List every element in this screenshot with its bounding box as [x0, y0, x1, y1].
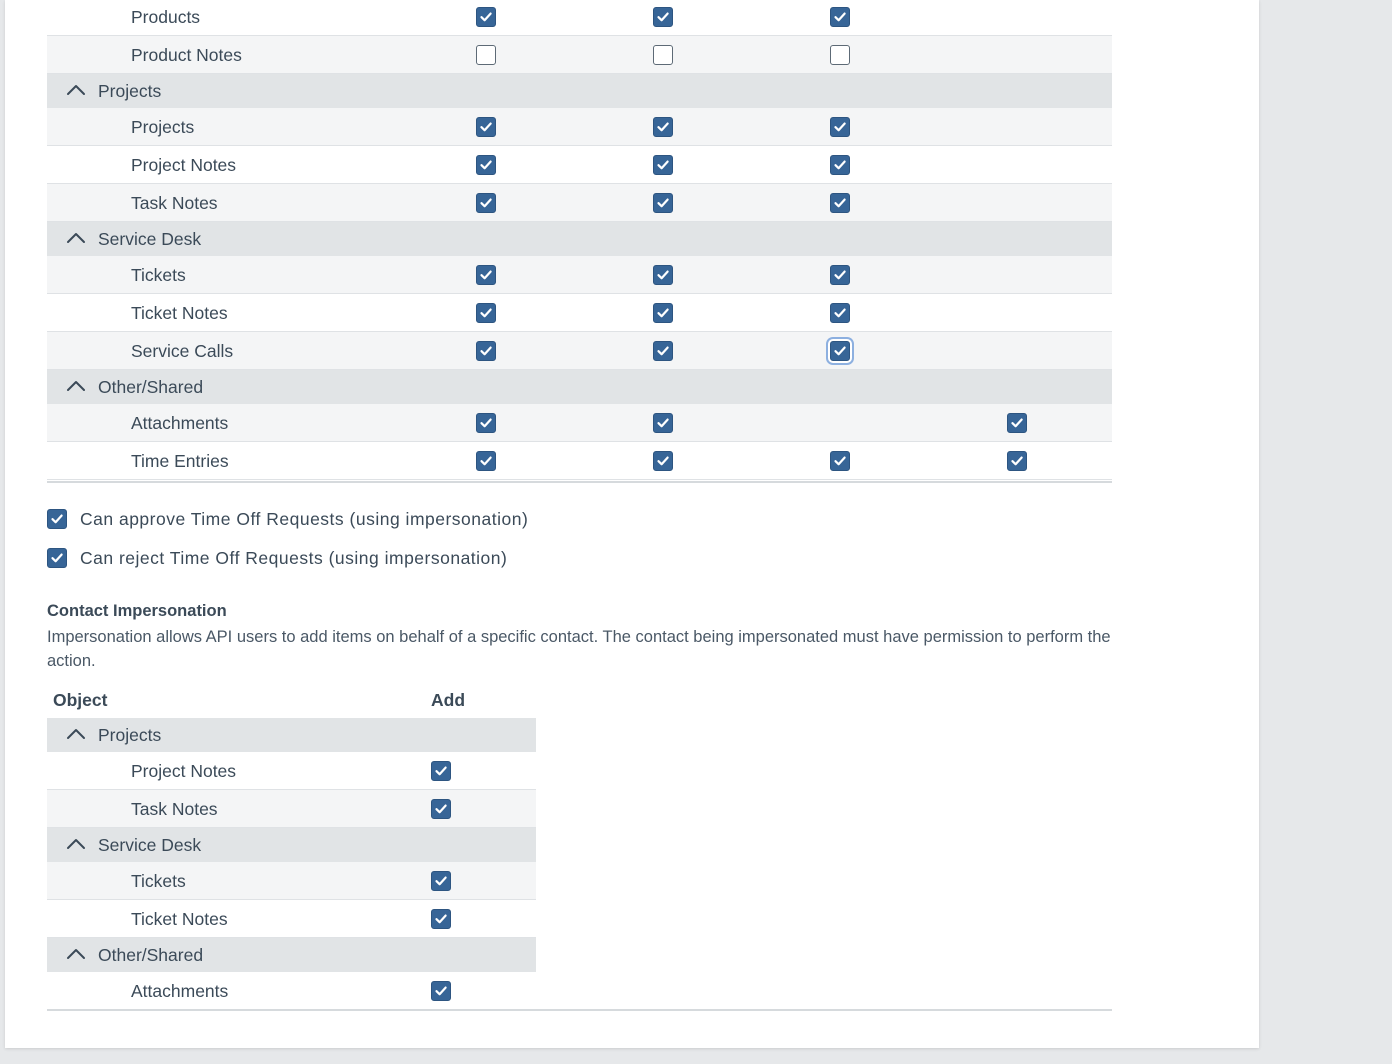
reject-time-off-checkbox[interactable] [47, 548, 67, 568]
permission-row-task-notes [47, 790, 536, 828]
checkmark-icon [479, 416, 493, 430]
chevron-up-icon[interactable] [66, 837, 86, 851]
checkmark-icon [656, 120, 670, 134]
checkmark-icon [1010, 454, 1024, 468]
checkmark-icon [656, 158, 670, 172]
checkmark-icon [434, 874, 448, 888]
checkmark-icon [656, 196, 670, 210]
group-label: Service Desk [98, 835, 202, 855]
permission-checkbox[interactable] [830, 341, 850, 361]
checkmark-icon [434, 984, 448, 998]
permission-checkbox[interactable] [653, 117, 673, 137]
checkmark-icon [656, 268, 670, 282]
permission-checkbox[interactable] [830, 155, 850, 175]
permission-row-projects [47, 108, 1112, 146]
reject-time-off-label: Can reject Time Off Requests (using impersonation) [80, 548, 508, 568]
checkmark-icon [1010, 416, 1024, 430]
permission-row-project-notes [47, 146, 1112, 184]
row-label: Projects [131, 117, 195, 137]
group-row-projects[interactable] [47, 718, 536, 752]
row-label: Product Notes [131, 45, 242, 65]
permission-checkbox[interactable] [653, 7, 673, 27]
chevron-up-icon[interactable] [66, 727, 86, 741]
checkmark-icon [833, 454, 847, 468]
permission-row-project-notes [47, 752, 536, 790]
checkmark-icon [833, 158, 847, 172]
permission-checkbox[interactable] [476, 45, 496, 65]
checkmark-icon [479, 10, 493, 24]
permission-checkbox[interactable] [653, 155, 673, 175]
group-row-service-desk[interactable] [47, 222, 1112, 256]
checkmark-icon [50, 512, 64, 526]
permission-row-tickets [47, 256, 1112, 294]
row-label: Ticket Notes [131, 909, 228, 929]
permission-checkbox[interactable] [476, 7, 496, 27]
permission-checkbox[interactable] [653, 451, 673, 471]
permission-row-service-calls [47, 332, 1112, 370]
permission-checkbox[interactable] [476, 265, 496, 285]
permission-checkbox[interactable] [653, 265, 673, 285]
permission-row-ticket-notes [47, 294, 1112, 332]
checkmark-icon [656, 306, 670, 320]
permissions-table-bottom-divider [47, 481, 1112, 483]
permission-checkbox[interactable] [653, 341, 673, 361]
checkmark-icon [833, 120, 847, 134]
group-row-service-desk[interactable] [47, 828, 536, 862]
permission-checkbox[interactable] [431, 981, 451, 1001]
checkmark-icon [434, 802, 448, 816]
column-header-object: Object [53, 690, 108, 710]
checkmark-icon [479, 306, 493, 320]
group-label: Projects [98, 725, 162, 745]
row-label: Task Notes [131, 193, 218, 213]
permission-checkbox[interactable] [1007, 413, 1027, 433]
permission-checkbox[interactable] [653, 193, 673, 213]
checkmark-icon [833, 268, 847, 282]
group-row-other-shared[interactable] [47, 370, 1112, 404]
row-label: Ticket Notes [131, 303, 228, 323]
checkmark-icon [479, 454, 493, 468]
contact-impersonation-table [47, 718, 536, 1010]
permission-checkbox[interactable] [431, 799, 451, 819]
chevron-up-icon[interactable] [66, 379, 86, 393]
permission-checkbox[interactable] [431, 871, 451, 891]
row-label: Products [131, 7, 201, 27]
permission-checkbox[interactable] [653, 303, 673, 323]
permission-checkbox[interactable] [476, 303, 496, 323]
approve-time-off-label: Can approve Time Off Requests (using impersonation) [80, 509, 529, 529]
checkmark-icon [833, 10, 847, 24]
group-row-other-shared[interactable] [47, 938, 536, 972]
permission-checkbox[interactable] [476, 193, 496, 213]
permission-row-task-notes [47, 184, 1112, 222]
checkmark-icon [833, 344, 847, 358]
group-label: Service Desk [98, 229, 202, 249]
row-label: Attachments [131, 413, 229, 433]
permission-row-ticket-notes [47, 900, 536, 938]
checkmark-icon [479, 120, 493, 134]
permission-checkbox[interactable] [476, 155, 496, 175]
permission-row-tickets [47, 862, 536, 900]
row-label: Attachments [131, 981, 229, 1001]
permission-row-product-notes [47, 36, 1112, 74]
permissions-table [47, 0, 1112, 480]
row-label: Project Notes [131, 761, 237, 781]
chevron-up-icon[interactable] [66, 947, 86, 961]
checkmark-icon [434, 764, 448, 778]
checkmark-icon [656, 10, 670, 24]
row-label: Time Entries [131, 451, 229, 471]
approve-time-off-checkbox[interactable] [47, 509, 67, 529]
permission-checkbox[interactable] [830, 451, 850, 471]
permission-checkbox[interactable] [830, 193, 850, 213]
row-label: Project Notes [131, 155, 237, 175]
row-label: Task Notes [131, 799, 218, 819]
permission-checkbox[interactable] [830, 45, 850, 65]
checkmark-icon [833, 196, 847, 210]
permission-checkbox[interactable] [476, 117, 496, 137]
group-label: Projects [98, 81, 162, 101]
checkmark-icon [479, 196, 493, 210]
chevron-up-icon[interactable] [66, 83, 86, 97]
contact-impersonation-heading: Contact Impersonation [47, 602, 227, 620]
permission-checkbox[interactable] [431, 761, 451, 781]
row-label: Tickets [131, 871, 186, 891]
permission-checkbox[interactable] [476, 451, 496, 471]
permission-checkbox[interactable] [830, 7, 850, 27]
checkmark-icon [833, 306, 847, 320]
contact-impersonation-description: Impersonation allows API users to add items on behalf of a specific contact. The contact being impersonated must have permission to perform the action. [47, 628, 1111, 670]
permission-checkbox[interactable] [830, 117, 850, 137]
permission-row-attachments [47, 972, 536, 1010]
permission-checkbox[interactable] [476, 413, 496, 433]
checkmark-icon [50, 551, 64, 565]
permission-checkbox[interactable] [476, 341, 496, 361]
permission-checkbox[interactable] [653, 413, 673, 433]
checkmark-icon [479, 344, 493, 358]
checkmark-icon [656, 454, 670, 468]
group-label: Other/Shared [98, 945, 204, 965]
permission-row-attachments [47, 404, 1112, 442]
chevron-up-icon[interactable] [66, 231, 86, 245]
permission-row-time-entries [47, 442, 1112, 480]
permission-checkbox[interactable] [653, 45, 673, 65]
group-row-projects[interactable] [47, 74, 1112, 108]
checkmark-icon [656, 416, 670, 430]
permission-row-products [47, 0, 1112, 36]
checkmark-icon [479, 268, 493, 282]
row-label: Service Calls [131, 341, 234, 361]
permission-checkbox[interactable] [431, 909, 451, 929]
permission-checkbox[interactable] [830, 265, 850, 285]
permission-checkbox[interactable] [830, 303, 850, 323]
contact-table-bottom-divider [47, 1009, 1112, 1011]
group-label: Other/Shared [98, 377, 204, 397]
row-label: Tickets [131, 265, 186, 285]
checkmark-icon [479, 158, 493, 172]
checkmark-icon [434, 912, 448, 926]
permission-checkbox[interactable] [1007, 451, 1027, 471]
column-header-add: Add [431, 690, 466, 710]
checkmark-icon [656, 344, 670, 358]
